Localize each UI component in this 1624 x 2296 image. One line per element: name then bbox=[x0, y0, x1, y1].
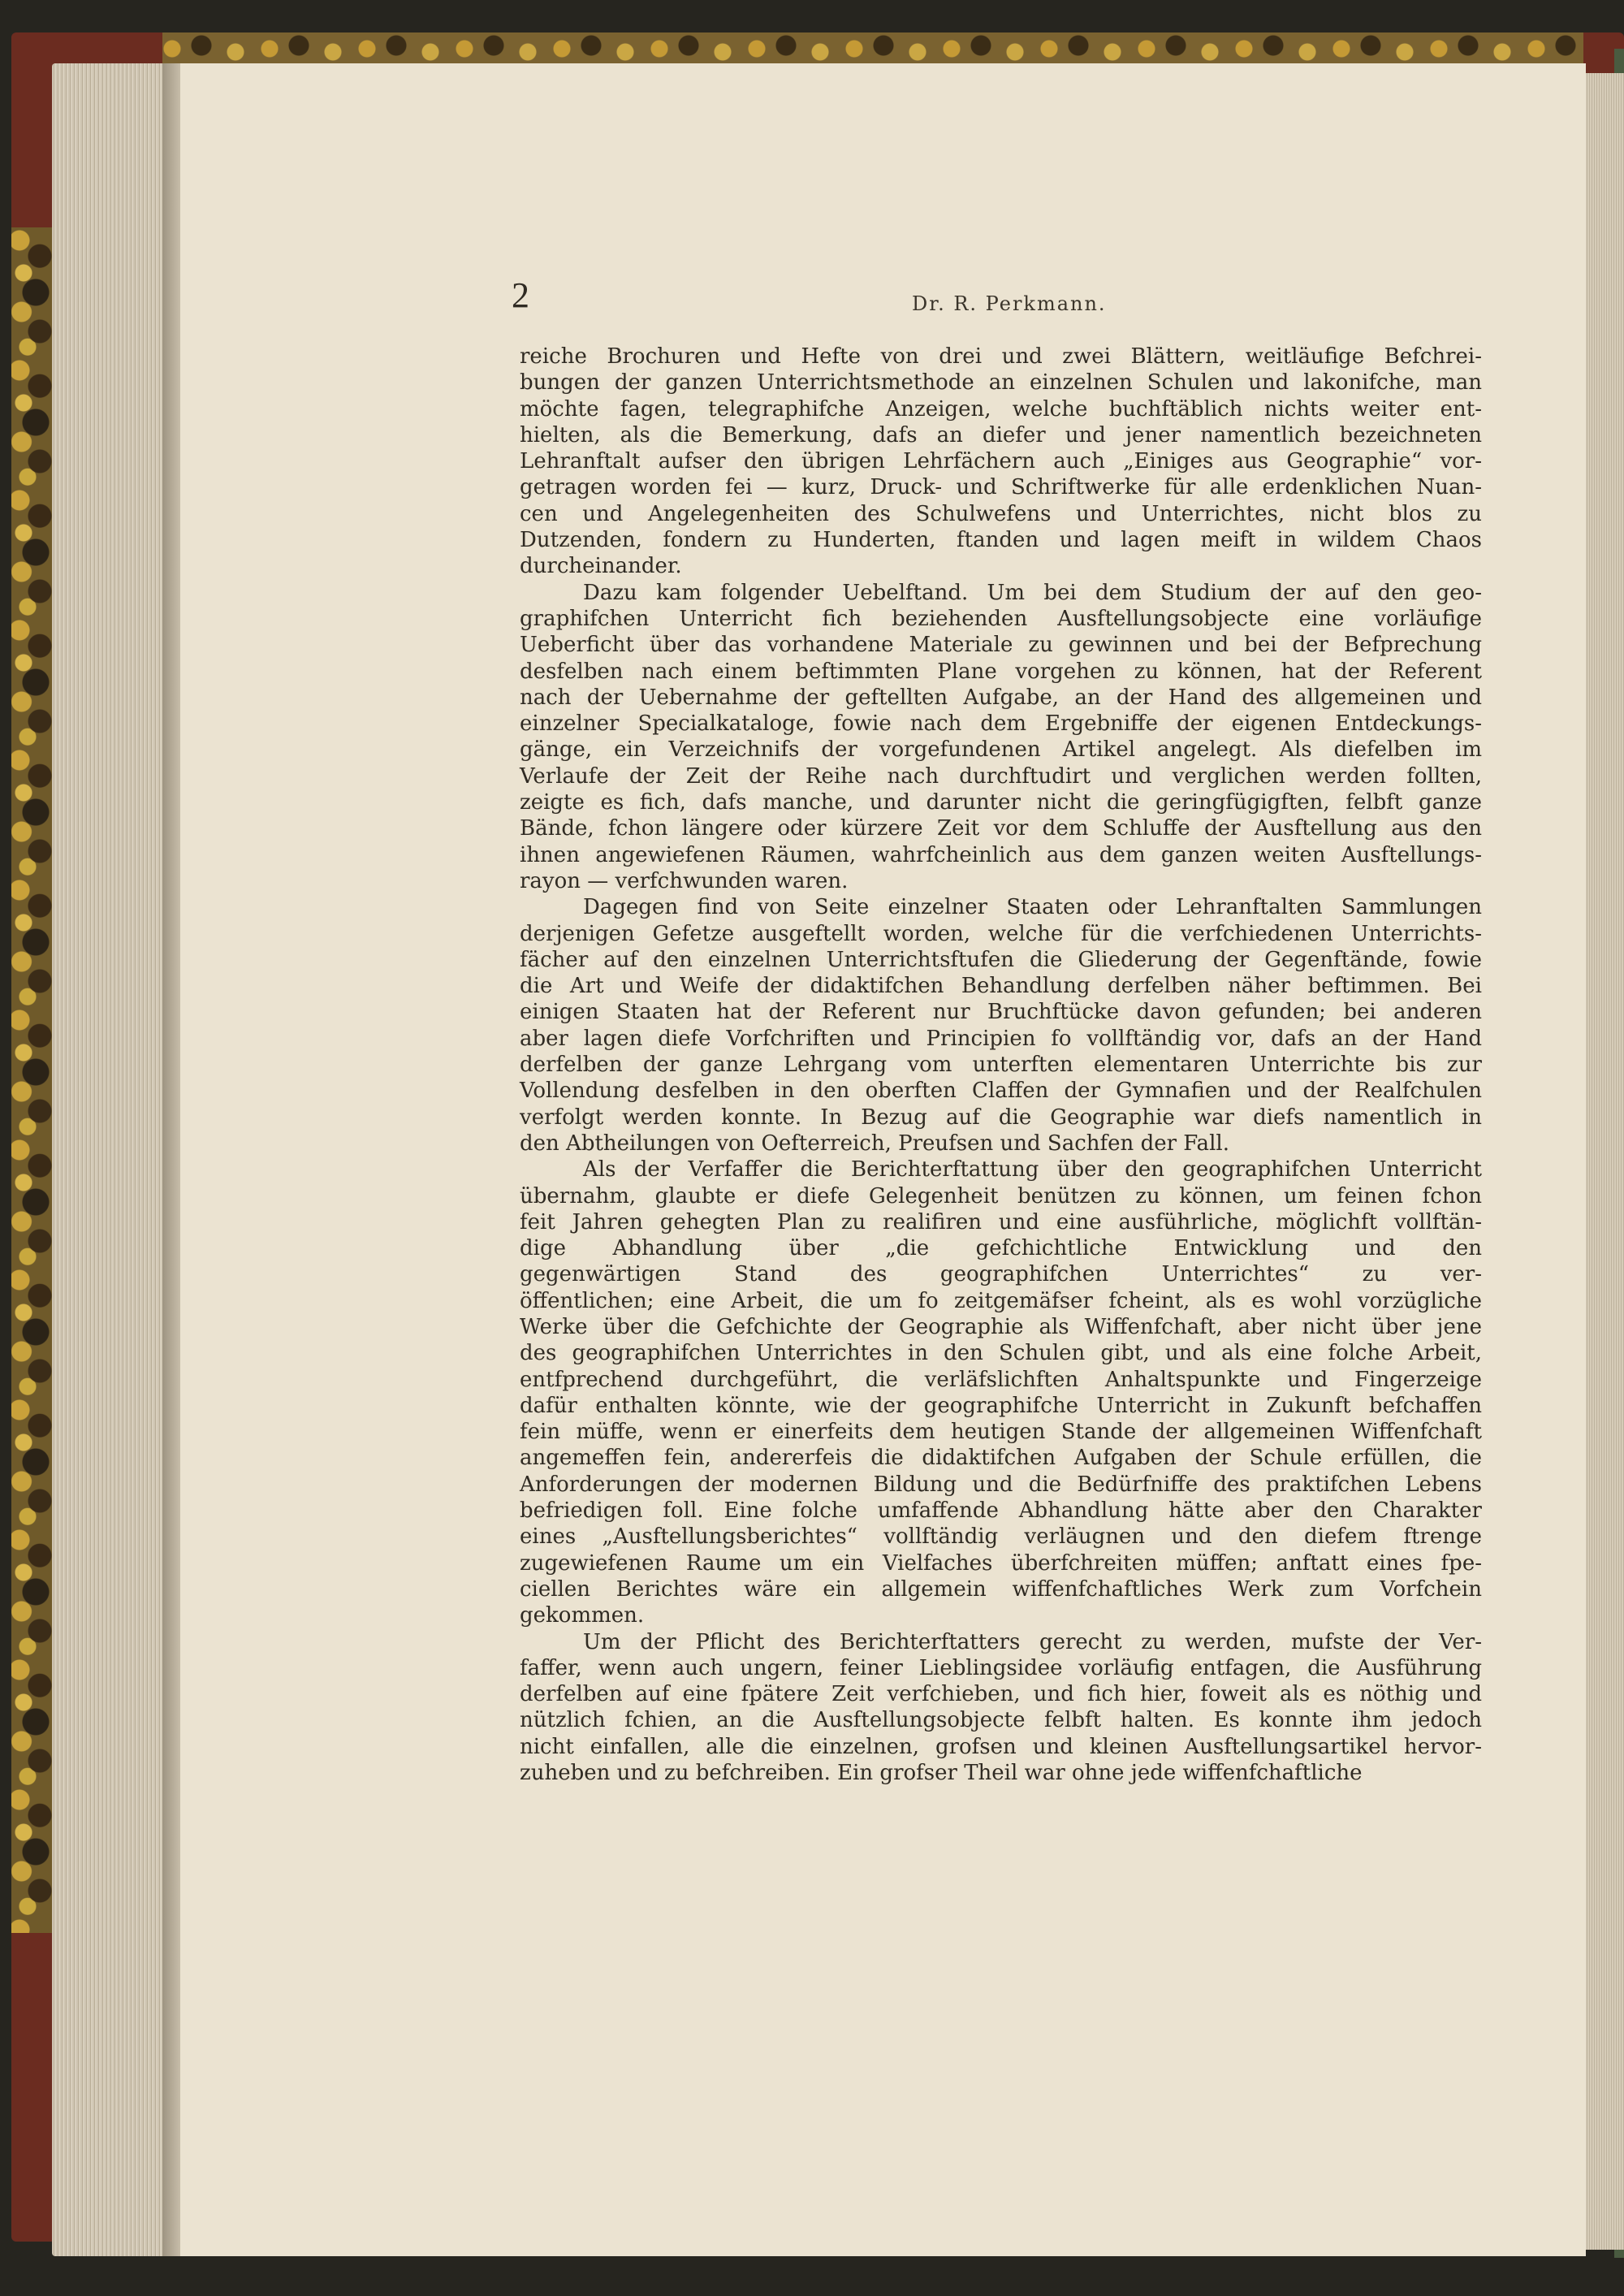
text-line: dige Abhandlung über „die gefchichtliche Entwicklung und den bbox=[520, 1236, 1482, 1261]
text-line: graphifchen Unterricht fich beziehenden Ausftellungsobjecte eine vorläufige bbox=[520, 606, 1482, 631]
text-line: reiche Brochuren und Hefte von drei und zwei Blättern, weitläufige Befchrei- bbox=[520, 344, 1482, 369]
text-line: durcheinander. bbox=[520, 554, 682, 579]
text-line: fein müffe, wenn er einerfeits dem heutigen Stande der allgemeinen Wiffenfchaft bbox=[520, 1420, 1482, 1445]
text-line: dafür enthalten könnte, wie der geographifche Unterricht in Zukunft befchaffen bbox=[520, 1393, 1482, 1418]
paragraph bbox=[520, 580, 1482, 895]
text-line: einzelner Specialkataloge, fowie nach dem Ergebniffe der eigenen Entdeckungs- bbox=[520, 711, 1482, 737]
body-text bbox=[520, 344, 1482, 1786]
text-line: möchte fagen, telegraphifche Anzeigen, welche buchftäblich nichts weiter ent- bbox=[520, 396, 1482, 422]
text-line: derjenigen Gefetze ausgeftellt worden, welche für die verfchiedenen Unterrichts- bbox=[520, 921, 1482, 946]
text-line: gänge, ein Verzeichnifs der vorgefundenen Artikel angelegt. Als diefelben im bbox=[520, 737, 1482, 763]
paragraph bbox=[520, 1629, 1482, 1787]
text-line: derfelben der ganze Lehrgang vom unterften elementaren Unterrichte bis zur bbox=[520, 1053, 1482, 1078]
text-line: Um der Pflicht des Berichterftatters gerecht zu werden, mufste der Ver- bbox=[583, 1629, 1482, 1654]
text-line: fächer auf den einzelnen Unterrichtsftufen die Gliederung der Gegenftände, fowie bbox=[520, 947, 1482, 972]
running-head: Dr. R. Perkmann. bbox=[912, 292, 1107, 315]
text-line: Als der Verfaffer die Berichterftattung über den geographifchen Unterricht bbox=[583, 1157, 1482, 1183]
text-line: cen und Angelegenheiten des Schulwefens und Unterrichtes, nicht blos zu bbox=[520, 501, 1482, 526]
text-line: nützlich fchien, an die Ausftellungsobjecte felbft halten. Es konnte ihm jedoch bbox=[520, 1708, 1482, 1733]
text-line: Werke über die Gefchichte der Geographie als Wiffenfchaft, aber nicht über jene bbox=[520, 1314, 1482, 1339]
text-line: rayon — verfchwunden waren. bbox=[520, 868, 849, 893]
page-gutter bbox=[162, 63, 180, 2256]
text-line: den Abtheilungen von Oefterreich, Preufsen und Sachfen der Fall. bbox=[520, 1131, 1229, 1156]
text-line: nicht einfallen, alle die einzelnen, grofsen und kleinen Ausftellungsartikel hervor- bbox=[520, 1734, 1482, 1759]
text-line: des geographifchen Unterrichtes in den Schulen gibt, und als eine folche Arbeit, bbox=[520, 1341, 1482, 1366]
right-page-stack bbox=[1585, 73, 1624, 2250]
text-line: Lehranftalt aufser den übrigen Lehrfächern auch „Einiges aus Geographie“ vor- bbox=[520, 449, 1482, 474]
text-line: zugewiefenen Raume um ein Vielfaches überfchreiten müffen; anftatt eines fpe- bbox=[520, 1550, 1482, 1576]
text-line: Bände, fchon längere oder kürzere Zeit vor dem Schluffe der Ausftellung aus den bbox=[520, 816, 1482, 841]
text-line: Vollendung desfelben in den oberften Claffen der Gymnafien und der Realfchulen bbox=[520, 1079, 1482, 1104]
text-line: übernahm, glaubte er diefe Gelegenheit benützen zu können, um feinen fchon bbox=[520, 1183, 1482, 1209]
text-line: faffer, wenn auch ungern, feiner Lieblingsidee vorläufig entfagen, die Ausführung bbox=[520, 1655, 1482, 1680]
page-stack-edge bbox=[52, 63, 174, 2256]
text-line: Ueberficht über das vorhandene Materiale zu gewinnen und bei der Befprechung bbox=[520, 633, 1482, 658]
text-line: entfprechend durchgeführt, die verläfslichften Anhaltspunkte und Fingerzeige bbox=[520, 1367, 1482, 1392]
text-line: angemeffen fein, andererfeis die didaktifchen Aufgaben der Schule erfüllen, die bbox=[520, 1446, 1482, 1471]
page-number: 2 bbox=[512, 275, 529, 315]
text-line: verfolgt werden konnte. In Bezug auf die Geographie war diefs namentlich in bbox=[520, 1105, 1482, 1130]
text-line: feit Jahren gehegten Plan zu realifiren und eine ausführliche, möglichft vollftän- bbox=[520, 1209, 1482, 1234]
paragraph bbox=[520, 344, 1482, 580]
text-line: hielten, als die Bemerkung, dafs an diefer und jener namentlich bezeichneten bbox=[520, 422, 1482, 448]
text-line: öffentlichen; eine Arbeit, die um fo zeitgemäfser fcheint, als es wohl vorzügliche bbox=[520, 1288, 1482, 1313]
paragraph bbox=[520, 1157, 1482, 1628]
text-line: Verlaufe der Zeit der Reihe nach durchftudirt und verglichen werden follten, bbox=[520, 763, 1482, 789]
text-line: gekommen. bbox=[520, 1603, 645, 1628]
text-line: bungen der ganzen Unterrichtsmethode an einzelnen Schulen und lakonifche, man bbox=[520, 370, 1482, 396]
text-line: Anforderungen der modernen Bildung und die Bedürfniffe des praktifchen Lebens bbox=[520, 1472, 1482, 1497]
text-line: zuheben und zu befchreiben. Ein grofser Theil war ohne jede wiffenfchaftliche bbox=[520, 1761, 1363, 1786]
text-line: ihnen angewiefenen Räumen, wahrfcheinlich aus dem ganzen weiten Ausftellungs- bbox=[520, 842, 1482, 867]
text-line: Dagegen find von Seite einzelner Staaten oder Lehranftalten Sammlungen bbox=[583, 895, 1482, 920]
text-line: einigen Staaten hat der Referent nur Bruchftücke davon gefunden; bei anderen bbox=[520, 1000, 1482, 1025]
text-line: getragen worden fei — kurz, Druck- und Schriftwerke für alle erdenklichen Nuan- bbox=[520, 475, 1482, 500]
text-line: Dazu kam folgender Uebelftand. Um bei dem Studium der auf den geo- bbox=[583, 580, 1482, 605]
text-line: ciellen Berichtes wäre ein allgemein wiffenfchaftliches Werk zum Vorfchein bbox=[520, 1576, 1482, 1602]
text-line: befriedigen foll. Eine folche umfaffende Abhandlung hätte aber den Charakter bbox=[520, 1498, 1482, 1524]
text-line: eines „Ausftellungsberichtes“ vollftändig verläugnen und den diefem ftrenge bbox=[520, 1524, 1482, 1550]
paragraph bbox=[520, 894, 1482, 1157]
text-line: gegenwärtigen Stand des geographifchen Unterrichtes“ zu ver- bbox=[520, 1262, 1482, 1287]
marbled-endpaper bbox=[11, 227, 52, 1933]
text-line: derfelben auf eine fpätere Zeit verfchieben, und fich hier, foweit als es nöthig und bbox=[520, 1682, 1482, 1707]
text-line: Dutzenden, fondern zu Hunderten, ftanden und lagen meift in wildem Chaos bbox=[520, 528, 1482, 553]
text-line: desfelben nach einem beftimmten Plane vorgehen zu können, hat der Referent bbox=[520, 659, 1482, 684]
text-line: aber lagen diefe Vorfchriften und Principien fo vollftändig vor, dafs an der Hand bbox=[520, 1026, 1482, 1051]
text-line: zeigte es fich, dafs manche, und darunter nicht die geringfügigften, felbft ganze bbox=[520, 790, 1482, 815]
marbled-top-edge bbox=[162, 32, 1583, 65]
text-line: nach der Uebernahme der geftellten Aufgabe, an der Hand des allgemeinen und bbox=[520, 685, 1482, 710]
text-line: die Art und Weife der didaktifchen Behandlung derfelben näher beftimmen. Bei bbox=[520, 974, 1482, 999]
